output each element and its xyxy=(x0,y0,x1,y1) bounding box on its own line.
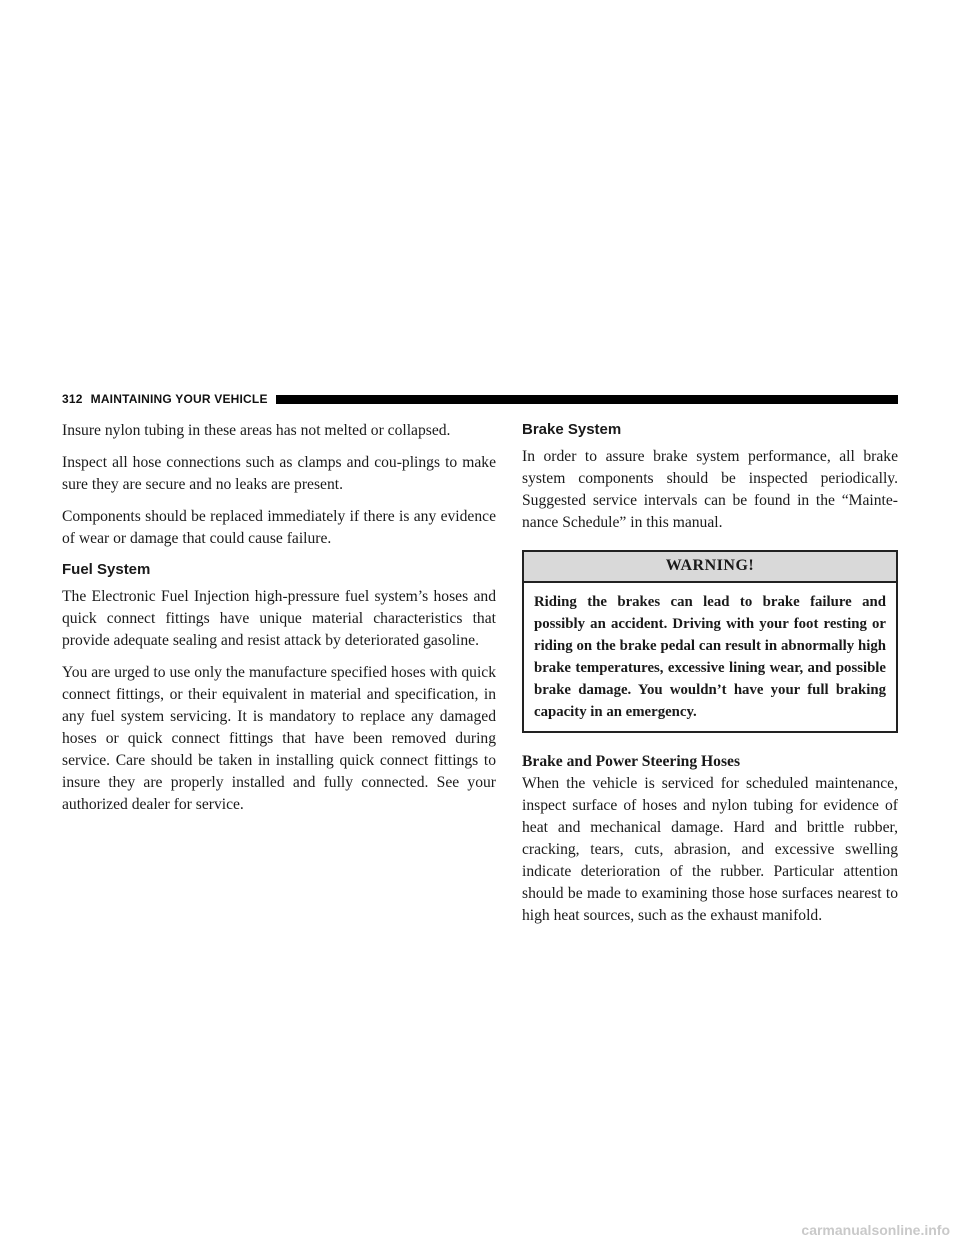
brake-system-heading: Brake System xyxy=(522,421,622,438)
page-header xyxy=(62,390,898,408)
brake-hoses-heading: Brake and Power Steering Hoses xyxy=(522,753,741,770)
section-title: MAINTAINING YOUR VEHICLE xyxy=(90,392,268,406)
paragraph-fuel-hoses: You are urged to use only the manufacture specified hoses with quick connect fittings, or their equivalent in material and specification, in any fuel system servicing. It is mandatory to replace any damaged hoses or quick connect fittings that have been removed during service. Care should be taken in installing quick connect fittings to insure they are properly installed and fully connected. See your authorized dealer for service. xyxy=(62,664,496,813)
left-column xyxy=(62,420,496,826)
paragraph-brake-system: In order to assure brake system performance, all brake system components should be inspected periodically. Suggested service intervals can be found in the “Mainte-nance Schedule” in this manual. xyxy=(522,448,898,531)
paragraph-brake-hoses: When the vehicle is serviced for scheduled maintenance, inspect surface of hoses and nylon tubing for evidence of heat and mechanical damage. Hard and brittle rubber, cracking, tears, cuts, abrasion, and excessive swelling indicate deterioration of the rubber. Particular attention should be made to examining those hose surfaces nearest to high heat sources, such as the exhaust manifold. xyxy=(522,775,898,924)
header-rule xyxy=(276,395,898,404)
warning-text: Riding the brakes can lead to brake failure and possibly an accident. Driving with your foot resting or riding on the brake pedal can result in abnormally high brake temperatures, excessive lining wear, and possible brake damage. You wouldn’t have your full braking capacity in an emergency. xyxy=(534,594,886,720)
fuel-system-heading: Fuel System xyxy=(62,561,151,578)
warning-title: WARNING! xyxy=(524,552,896,583)
paragraph-hose-connections: Inspect all hose connections such as clamps and cou-plings to make sure they are secure and no leaks are present. xyxy=(62,454,496,493)
paragraph-nylon-tubing: Insure nylon tubing in these areas has not melted or collapsed. xyxy=(62,422,451,439)
warning-box xyxy=(522,550,898,733)
watermark: carmanualsonline.info xyxy=(801,1222,950,1238)
right-column xyxy=(522,420,898,937)
paragraph-fuel-injection: The Electronic Fuel Injection high-pressure fuel system’s hoses and quick connect fittings have unique material characteristics that provide adequate sealing and resist attack by deteriorated gasoline. xyxy=(62,588,496,649)
page-number: 312 xyxy=(62,392,83,406)
paragraph-components: Components should be replaced immediately if there is any evidence of wear or damage that could cause failure. xyxy=(62,508,496,547)
